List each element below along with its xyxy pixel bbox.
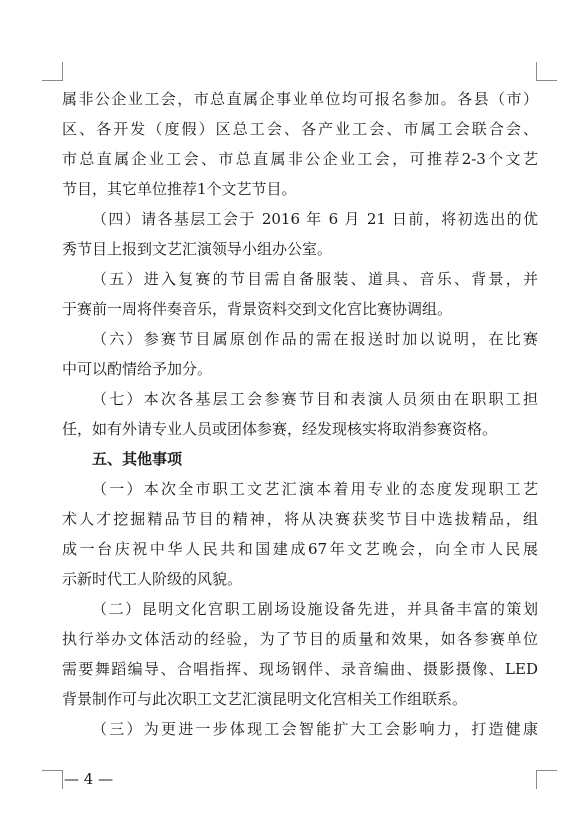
body-text-line: 于赛前一周将伴奏音乐，背景资料交到文化宫比赛协调组。	[62, 300, 453, 318]
body-text-line: 示新时代工人阶级的风貌。	[62, 570, 243, 588]
body-text-line: （四）请各基层工会于 2016 年 6 月 21 日前，将初选出的优	[92, 210, 538, 228]
body-text-line: （五）进入复赛的节目需自备服装、道具、音乐、背景，并	[92, 270, 538, 288]
body-text-line: 市总直属企业工会、市总直属非公企业工会，可推荐2-3个文艺	[62, 150, 538, 168]
crop-mark-top-left	[42, 62, 63, 81]
body-text-line: 节目，其它单位推荐1个文艺节目。	[62, 180, 297, 198]
body-text-line: 需要舞蹈编导、合唱指挥、现场钢伴、录音编曲、摄影摄像、LED	[62, 660, 538, 678]
body-text-line: 成一台庆祝中华人民共和国建成67年文艺晚会，向全市人民展	[62, 540, 538, 558]
body-text-line: （三）为更进一步体现工会智能扩大工会影响力，打造健康	[92, 720, 538, 738]
crop-mark-bottom-left	[42, 770, 63, 789]
document-body	[62, 84, 538, 744]
page-number: — 4 —	[64, 770, 114, 788]
section-heading: 五、其他事项	[92, 450, 183, 468]
body-text-line: 中可以酌情给予加分。	[62, 360, 213, 378]
body-text-line: 属非公企业工会，市总直属企事业单位均可报名参加。各县（市）	[62, 90, 538, 108]
body-text-line: 任，如有外请专业人员或团体参赛，经发现核实将取消参赛资格。	[62, 420, 498, 438]
body-text-line: 区、各开发（度假）区总工会、各产业工会、市属工会联合会、	[62, 120, 538, 138]
body-text-line: （七）本次各基层工会参赛节目和表演人员须由在职职工担	[92, 390, 538, 408]
crop-mark-top-right	[536, 62, 557, 81]
body-text-line: （六）参赛节目属原创作品的需在报送时加以说明，在比赛	[92, 330, 538, 348]
body-text-line: 执行举办文体活动的经验，为了节目的质量和效果，如各参赛单位	[62, 630, 538, 648]
body-text-line: （一）本次全市职工文艺汇演本着用专业的态度发现职工艺	[92, 480, 538, 498]
body-text-line: 背景制作可与此次职工文艺汇演昆明文化宫相关工作组联系。	[62, 690, 468, 708]
body-text-line: 术人才挖掘精品节目的精神，将从决赛获奖节目中选拔精品，组	[62, 510, 538, 528]
crop-mark-bottom-right	[536, 770, 557, 789]
body-text-line: （二）昆明文化宫职工剧场设施设备先进，并具备丰富的策划	[92, 600, 538, 618]
body-text-line: 秀节目上报到文艺汇演领导小组办公室。	[62, 240, 333, 258]
